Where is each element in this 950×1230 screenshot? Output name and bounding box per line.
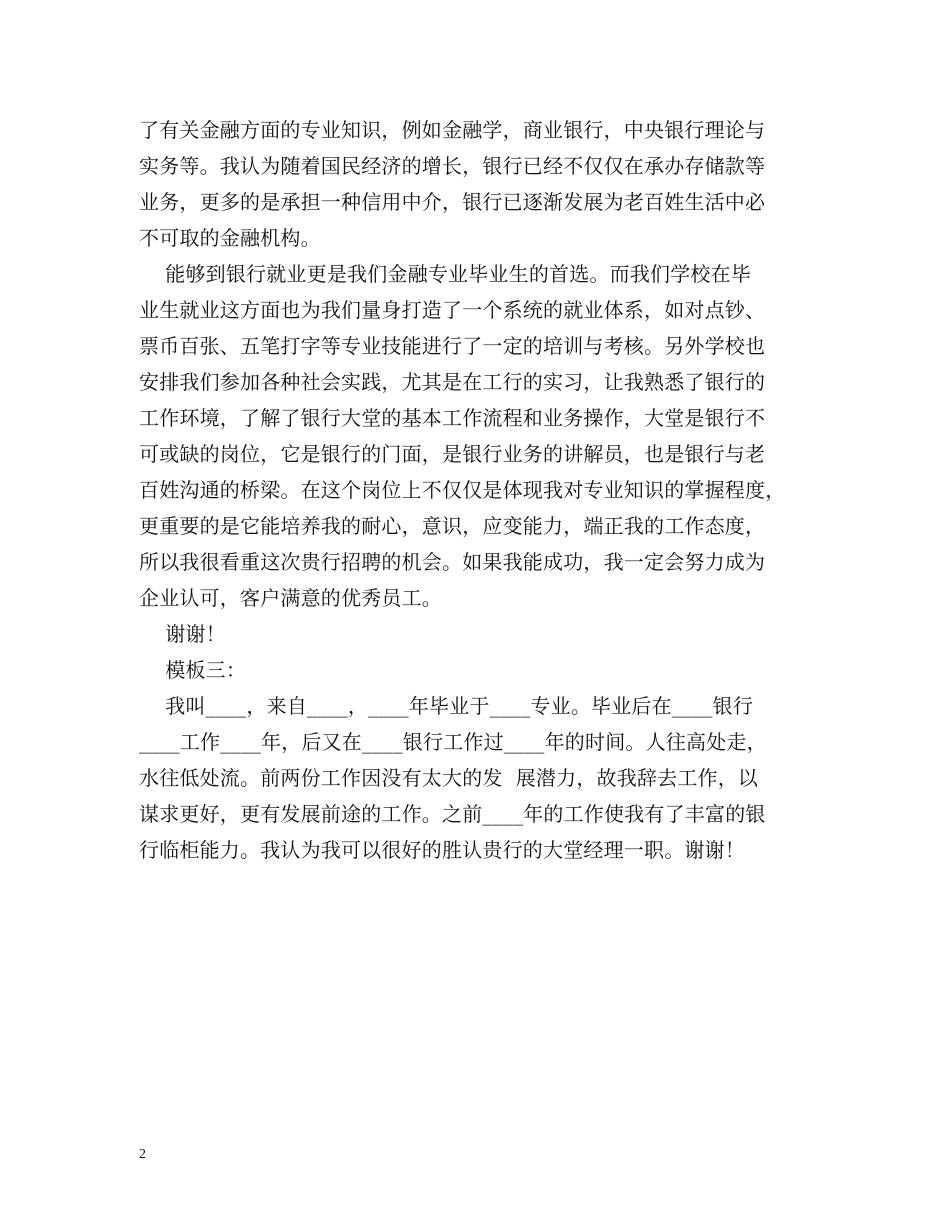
text-line: 工作环境，了解了银行大堂的基本工作流程和业务操作，大堂是银行不 bbox=[139, 406, 766, 430]
text-line: 模板三： bbox=[139, 658, 247, 682]
page-number: 2 bbox=[139, 1147, 146, 1162]
text-line: 百姓沟通的桥梁。在这个岗位上不仅仅是体现我对专业知识的掌握程度， bbox=[139, 478, 786, 502]
text-line: 了有关金融方面的专业知识，例如金融学，商业银行，中央银行理论与 bbox=[139, 118, 766, 142]
text-line: ____工作____年，后又在____银行工作过____年的时间。人往高处走， bbox=[139, 730, 767, 754]
text-line: 实务等。我认为随着国民经济的增长，银行已经不仅仅在承办存储款等 bbox=[139, 154, 766, 178]
text-line: 我叫____，来自____，____年毕业于____专业。毕业后在____银行 bbox=[139, 694, 754, 718]
text-line: 不可取的金融机构。 bbox=[139, 226, 321, 250]
text-line: 安排我们参加各种社会实践，尤其是在工行的实习，让我熟悉了银行的 bbox=[139, 370, 766, 394]
text-line: 所以我很看重这次贵行招聘的机会。如果我能成功，我一定会努力成为 bbox=[139, 550, 766, 574]
text-line: 能够到银行就业更是我们金融专业毕业生的首选。而我们学校在毕 bbox=[139, 262, 752, 286]
text-line: 企业认可，客户满意的优秀员工。 bbox=[139, 586, 442, 610]
text-line: 谋求更好，更有发展前途的工作。之前____年的工作使我有了丰富的银 bbox=[139, 802, 766, 826]
text-line: 水往低处流。前两份工作因没有太大的发 展潜力，故我辞去工作，以 bbox=[139, 766, 759, 790]
text-line: 票币百张、五笔打字等专业技能进行了一定的培训与考核。另外学校也 bbox=[139, 334, 766, 358]
text-line: 更重要的是它能培养我的耐心，意识，应变能力，端正我的工作态度， bbox=[139, 514, 766, 538]
text-line: 业务，更多的是承担一种信用中介，银行已逐渐发展为老百姓生活中必 bbox=[139, 190, 766, 214]
text-line: 业生就业这方面也为我们量身打造了一个系统的就业体系，如对点钞、 bbox=[139, 298, 766, 322]
text-line: 行临柜能力。我认为我可以很好的胜认贵行的大堂经理一职。谢谢！ bbox=[139, 838, 745, 862]
text-line: 可或缺的岗位，它是银行的门面，是银行业务的讲解员，也是银行与老 bbox=[139, 442, 766, 466]
text-line: 谢谢！ bbox=[139, 622, 226, 646]
